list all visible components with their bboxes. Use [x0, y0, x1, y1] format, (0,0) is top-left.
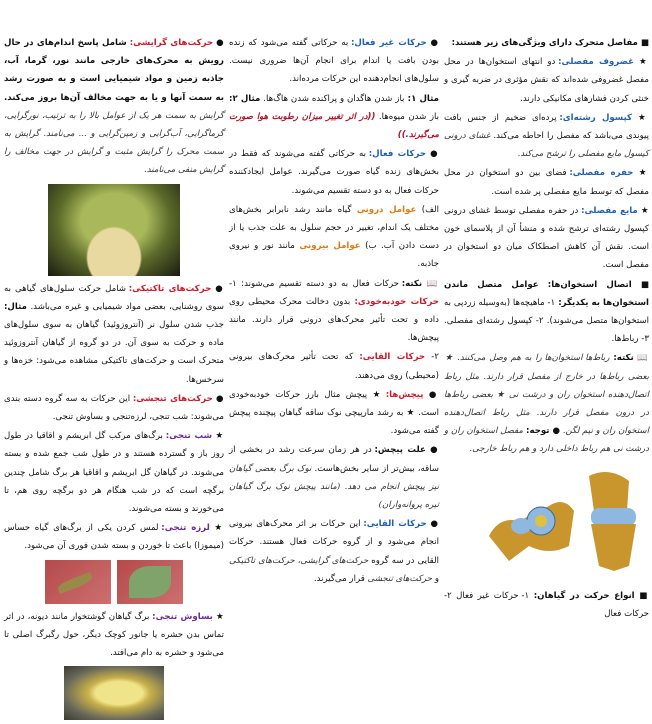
term-label: مایع مفصلی: [581, 205, 638, 216]
term-label: غضروف مفصلی: [558, 57, 634, 68]
term-label: ((در اثر تغییر میزان رطوبت هوا صورت می‌گیرند.)) [229, 111, 439, 141]
text-run: در هر زمان سرعت رشد در بخشی از ساقه، بیش‌تر از سایر بخش‌هاست. [229, 445, 439, 474]
text-run: ★ [633, 168, 650, 179]
paragraph [444, 164, 649, 200]
text-run: ★ [632, 112, 649, 123]
text-run: قرار می‌گیرند. [313, 573, 368, 584]
text-run: برگ‌های مرکب گل ابریشم و اقاقیا در طول روز باز و گسترده هستند و در طول شب جمع شده و بسته می‌شوند. در گیاهان گل ابریشم و اقاقیا هر برگ شامل چندین برگچه است که در شب هنگام هر دو برگچه روی هم، تا می‌خورند و بسته می‌شوند. [4, 431, 224, 515]
paragraph [444, 34, 649, 52]
paragraph [229, 145, 439, 200]
text-run: ۲- [425, 352, 439, 363]
text-run: بدون دخالت محرک محیطی روی داده و تحت تأثیر محرک‌های درونی قرار دارند. مانند پیچش‌ها. [229, 296, 439, 344]
middle-column [229, 34, 439, 589]
paragraph [4, 34, 224, 180]
paragraph [229, 515, 439, 588]
term-label: ■ انواع حرکت در گیاهان: [529, 590, 649, 601]
paragraph [444, 109, 649, 164]
text-run: حرکات فعال به دو دسته تقسیم می‌شوند: ۱- [229, 278, 402, 289]
text-run: 📖 [633, 353, 649, 364]
text-run: مانند نور و نیروی جاذبه. [229, 241, 439, 270]
text-run: شامل حرکت سلول‌های گیاهی به سوی روشنایی، بعضی مواد شیمیایی و غیره می‌باشد. [4, 283, 224, 312]
joint-diagram-image [479, 466, 649, 574]
term-label: شب تنجی: [165, 431, 213, 442]
term-label: نکته: [609, 353, 634, 364]
text-run: 📖 [422, 278, 439, 289]
paragraph [4, 390, 224, 426]
term-label: حرکات خودبه‌خودی: [354, 296, 439, 307]
paragraph [229, 90, 439, 145]
paragraph [229, 34, 439, 89]
term-label: حرکت‌های تنجشی: [132, 393, 213, 404]
term-label: کپسول رشته‌ای: [559, 112, 633, 123]
mimosa-closed-image [45, 560, 111, 604]
paragraph [4, 427, 224, 518]
italic-note: حرکت‌های تنجشی [367, 573, 433, 584]
text-run: به حرکاتی گفته می‌شود که زنده بودن بافت یا اندام برای انجام آن‌ها ضروری نیست. سلول‌های انجام‌دهنده این حرکات مرده‌اند. [229, 38, 439, 85]
text-run: ● [423, 389, 439, 400]
text-run: گیاه مانند رشد نابرابر بخش‌های مختلف یک اندام، تغییر در حجم سلول به علت جذب یا از دست دادن آب. ب) [229, 204, 440, 252]
text-run: ● [426, 38, 439, 48]
paragraph [229, 275, 439, 348]
term-label: حرکات غیر فعال: [350, 38, 427, 48]
term-label: شامل پاسخ اندام‌های در حال رویش به محرک‌های خارجی مانند نور، گرما، آب، جاذبه زمین و مواد شیمیایی است و به صورت رشد به سمت آنها و یا به جهت مخالف آن‌ها بروز می‌کند. [4, 38, 224, 103]
italic-note: مفصل استخوان ران و درشت نی هم رباط داخلی دارد و هم رباط خارجی. [444, 426, 649, 455]
term-label: حرکات القایی: [363, 519, 427, 530]
text-run: باز شدن هاگدان و پراکنده شدن هاگ‌ها. [260, 93, 405, 104]
text-run: ۱- ماهیچه‌ها (به‌وسیله زردپی به استخوان‌ها متصل می‌شوند). ۲- کپسول رشته‌ای مفصلی. ۳- رباط‌ها. [444, 297, 649, 345]
text-run: ● [211, 283, 224, 294]
term-label: مثال ۱: [404, 93, 439, 104]
text-run: جذب شدن سلول نر (آنتروزوئید) گیاهان به سوی سلول‌های ماده و حرکت به سوی آن. در دو گروه از گیاهان آنتروزوئید متحرک است و حرکت‌های تاکتیکی مشاهده می‌شود: خزه‌ها و سرخس‌ها. [4, 320, 224, 385]
term-label: ■ مفاصل متحرک دارای ویژگی‌های زیر هستند: [451, 38, 649, 48]
text-run: این حرکات به سه گروه دسته بندی می‌شوند: شب تنجی، لرزه‌تنجی و بساوش تنجی. [4, 393, 224, 423]
left-column [4, 34, 224, 724]
text-run: ★ [634, 57, 649, 68]
text-run: ★ [212, 431, 224, 442]
italic-note: رباط‌ها استخوان‌ها را به هم وصل می‌کنند. ★ بعضی رباط‌ها در خارج از مفصل قرار دارند. مثل رباط اتصال‌دهنده استخوان ران و درشت نی ★ بعضی رباط‌ها در درون مفصل قرار دارند. مثل رباط اتصال‌دهنده استخوان ران و نیم لگن. [444, 353, 649, 437]
text-run: به حرکاتی گفته می‌شوند که فقط در بخش‌های زنده گیاه صورت می‌گیرند. عوامل ایجادکننده حرکات فعال به دو دسته تقسیم می‌شوند. [229, 149, 439, 196]
text-run: این حرکات بر اثر محرک‌های بیرونی انجام می‌شود و از گروه حرکات فعال هستند. حرکات القایی در سه گروه [229, 519, 439, 566]
text-run: ★ [209, 523, 224, 534]
term-label: حرکات فعال: [368, 149, 427, 160]
term-label: مثال: [4, 301, 27, 312]
term-label: عوامل بیرونی [299, 241, 361, 252]
italic-note: حرکت‌های گرایشی، حرکت‌های تاکتیکی [229, 555, 369, 566]
text-run: در حفره مفصلی توسط غشای درونی کپسول رشته‌ای ترشح شده و منشأ آن از پلاسمای خون است. نقش آن کاهش اصطکاک میان دو استخوان در مفصل است. [444, 205, 649, 271]
text-run: ● [212, 393, 224, 404]
text-run: ★ [212, 611, 225, 622]
term-label: ■ اتصال استخوان‌ها: عوامل متصل ماندن استخوان‌ها به یکدیگر: [444, 279, 650, 308]
text-run: ● [426, 149, 439, 160]
text-run: که تحت تأثیر محرک‌های بیرونی (محیطی) روی می‌دهند. [229, 352, 439, 381]
mimosa-open-image [117, 560, 183, 604]
paragraph [229, 348, 439, 384]
text-run: ● [213, 38, 224, 48]
italic-note: گرایش به سمت هر یک از عوامل بالا را به ترتیب، نورگرایی، گرماگرایی، آب‌گرایی و زمین‌گرایی و ... می‌نامند. گرایش به سمت محرک را گرایش مثبت و گرایش در جهت مخالف را گرایش منفی می‌نامند. [4, 110, 224, 176]
text-run: الف) [416, 204, 439, 215]
paragraph [444, 587, 649, 623]
text-run: ● [426, 519, 439, 530]
term-label: علت پیچش: [374, 445, 426, 456]
term-label: ● توجه: [523, 426, 561, 437]
term-label: حرکت‌های گرایشی: [129, 38, 214, 48]
mimosa-leaves-image [4, 560, 224, 604]
text-run: لمس کردن یکی از برگ‌های گیاه حساس (میموزا) باعث تا خوردن و بسته شدن فوری آن می‌شود. [4, 523, 224, 552]
paragraph [444, 53, 649, 108]
term-label: عوامل درونی [356, 204, 417, 215]
paragraph [229, 441, 439, 514]
term-label: مثال ۲: [229, 93, 261, 104]
term-label: پیچش‌ها: [385, 389, 424, 400]
paragraph [4, 519, 224, 555]
paragraph [444, 276, 649, 349]
text-run: ★ [637, 205, 649, 216]
venus-flytrap-image [64, 666, 164, 720]
term-label: لرزه تنجی: [161, 523, 210, 534]
text-run: ● [425, 445, 440, 456]
term-label: حرکت‌های تاکتیکی: [128, 283, 212, 294]
paragraph [444, 202, 649, 275]
text-run: ★ پیچش مثال بارز حرکات خودبه‌خودی است. ★ به رشد مارپیچی نوک ساقه گیاهان پیچنده پیچش گفته می‌شود. [229, 389, 439, 437]
text-run: باز شدن میوه‌ها. [375, 111, 439, 122]
term-label: نکته: [401, 278, 423, 289]
text-run: برگ گیاهان گوشتخوار مانند دیونه، در اثر تماس بدن حشره یا جانور کوچک دیگر، حول رگبرگ اصلی تا می‌شود و حشره به دام می‌افتد. [4, 611, 224, 659]
text-run: دو انتهای استخوان‌ها در محل مفصل غضروفی شده‌اند که نقش مؤثری در ضربه گیری و خنثی کردن فشارهای مکانیکی دارند. [444, 57, 649, 104]
term-label: حفره مفصلی: [569, 168, 634, 179]
italic-note: نوک برگ بعضی گیاهان نیز پیچش انجام می دهد. (مانند پیچش نوک برگ گیاهان تیره پروانه‌واران) [229, 463, 439, 511]
term-label: حرکات القایی: [359, 352, 426, 363]
text-run: ۱- حرکات غیر فعال ۲- حرکات فعال [444, 590, 649, 620]
paragraph [229, 201, 439, 274]
text-run: و [432, 573, 439, 584]
term-label: بساوش تنجی: [152, 611, 213, 622]
paragraph [4, 280, 224, 389]
text-run: پرده‌ای ضخیم از جنس بافت پیوندی می‌باشد که مفصل را احاطه می‌کند. [444, 112, 649, 142]
paragraph [4, 608, 224, 663]
paragraph [444, 349, 649, 458]
right-column [444, 34, 649, 624]
seedlings-image [48, 184, 180, 276]
italic-note: غشای درونی کپسول مایع مفصلی را ترشح می‌کند. [444, 131, 649, 160]
text-run: فضای بین دو استخوان در محل مفصل که توسط مایع مفصلی پر شده است. [444, 168, 649, 197]
paragraph [229, 386, 439, 441]
